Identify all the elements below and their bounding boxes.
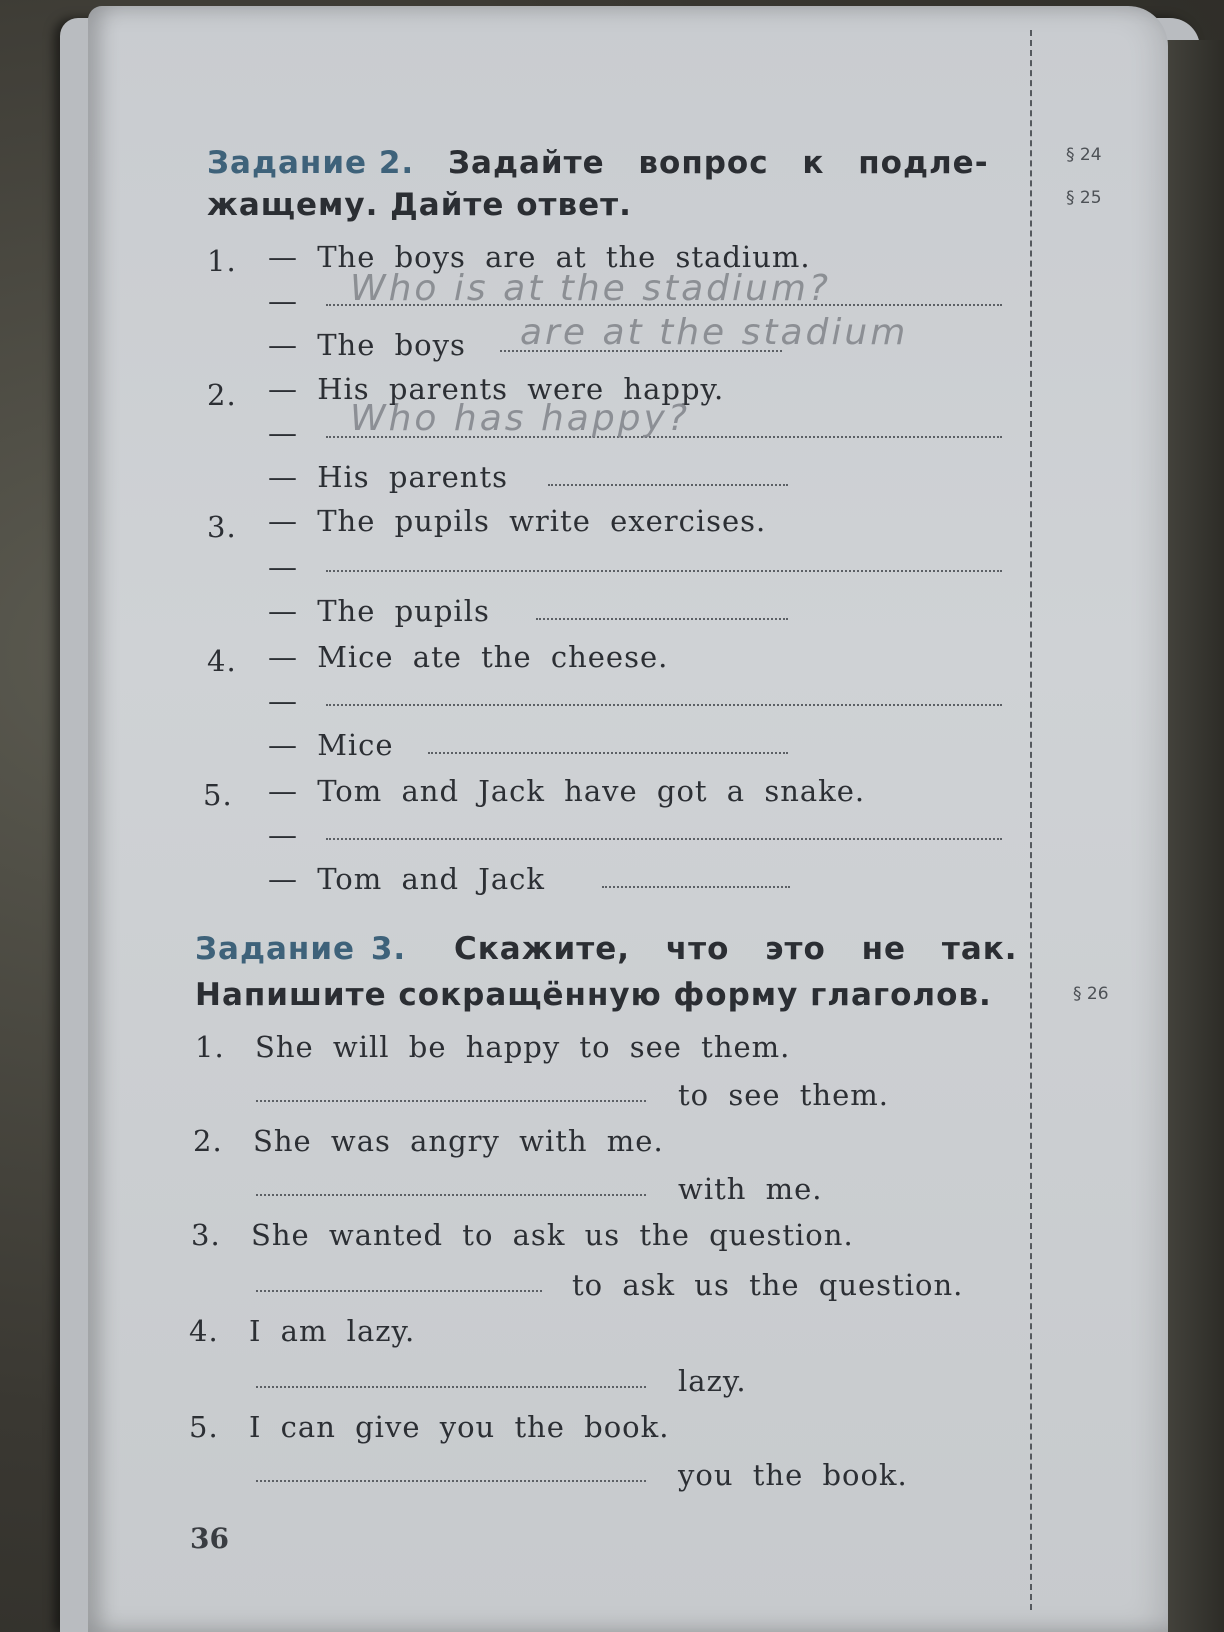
task3-ending: you the book. xyxy=(678,1458,908,1492)
task2-item-number: 2. xyxy=(207,378,237,412)
task3-instruction-line2: Напишите сокращённую форму глаголов. xyxy=(195,977,992,1013)
answer-dotted-line[interactable] xyxy=(326,704,1002,706)
task3-item-number: 3. xyxy=(191,1218,221,1252)
answer-dotted-line[interactable] xyxy=(548,484,788,486)
task2-statement: — Mice ate the cheese. xyxy=(268,640,669,674)
task3-ending: to ask us the question. xyxy=(572,1268,964,1302)
task3-item-number: 4. xyxy=(189,1314,219,1348)
task3-heading xyxy=(195,926,1018,973)
cut-line xyxy=(1030,30,1032,1610)
answer-dotted-line[interactable] xyxy=(256,1290,542,1292)
task3-sentence: I can give you the book. xyxy=(249,1410,670,1444)
task3-label: Задание 3. xyxy=(195,931,407,967)
answer-dotted-line[interactable] xyxy=(602,886,790,888)
handwritten-question: Who has happy? xyxy=(350,398,690,439)
answer-dotted-line[interactable] xyxy=(536,618,788,620)
task2-answer-start: — The boys xyxy=(268,328,466,362)
task2-question-dash: — xyxy=(268,416,298,450)
task2-item-number: 4. xyxy=(207,644,237,678)
task2-instruction-line1: Задайте вопрос к подле- xyxy=(448,145,989,181)
answer-dotted-line[interactable] xyxy=(326,838,1002,840)
paragraph-ref-25: § 25 xyxy=(1066,188,1102,208)
task2-item-number: 1. xyxy=(207,244,237,278)
task2-answer-start: — The pupils xyxy=(268,594,490,628)
paragraph-ref-24: § 24 xyxy=(1066,145,1102,165)
task2-statement: — The pupils write exercises. xyxy=(268,504,767,538)
task2-statement: — His parents were happy. xyxy=(268,372,725,406)
task3-sentence: I am lazy. xyxy=(249,1314,416,1348)
handwritten-answer: are at the stadium xyxy=(520,312,909,353)
task3-ending: lazy. xyxy=(678,1364,747,1398)
page-number: 36 xyxy=(190,1522,229,1555)
task2-question-dash: — xyxy=(268,818,298,852)
task3-item-number: 5. xyxy=(189,1410,219,1444)
answer-dotted-line[interactable] xyxy=(256,1194,646,1196)
answer-dotted-line[interactable] xyxy=(256,1386,646,1388)
answer-dotted-line[interactable] xyxy=(256,1480,646,1482)
task3-item-number: 2. xyxy=(193,1124,223,1158)
task2-item-number: 3. xyxy=(207,510,237,544)
task2-instruction-line2: жащему. Дайте ответ. xyxy=(207,187,632,223)
task2-answer-start: — Tom and Jack xyxy=(268,862,545,896)
task2-answer-start: — His parents xyxy=(268,460,508,494)
task2-question-dash: — xyxy=(268,684,298,718)
task3-sentence: She was angry with me. xyxy=(253,1124,664,1158)
task2-heading xyxy=(207,140,989,187)
task3-sentence: She wanted to ask us the question. xyxy=(251,1218,854,1252)
task2-question-dash: — xyxy=(268,550,298,584)
task2-answer-start: — Mice xyxy=(268,728,394,762)
task2-label: Задание 2. xyxy=(207,145,415,181)
task2-item-number: 5. xyxy=(203,778,233,812)
answer-dotted-line[interactable] xyxy=(256,1100,646,1102)
handwritten-question: Who is at the stadium? xyxy=(350,268,832,309)
task3-ending: to see them. xyxy=(678,1078,889,1112)
task3-instruction-line1: Скажите, что это не так. xyxy=(454,931,1018,967)
task3-item-number: 1. xyxy=(195,1030,225,1064)
task2-question-dash: — xyxy=(268,284,298,318)
task3-sentence: She will be happy to see them. xyxy=(255,1030,791,1064)
paragraph-ref-26: § 26 xyxy=(1073,984,1109,1004)
answer-dotted-line[interactable] xyxy=(326,570,1002,572)
task3-ending: with me. xyxy=(678,1172,823,1206)
task2-statement: — The boys are at the stadium. xyxy=(268,240,811,274)
answer-dotted-line[interactable] xyxy=(428,752,788,754)
task2-statement: — Tom and Jack have got a snake. xyxy=(268,774,866,808)
